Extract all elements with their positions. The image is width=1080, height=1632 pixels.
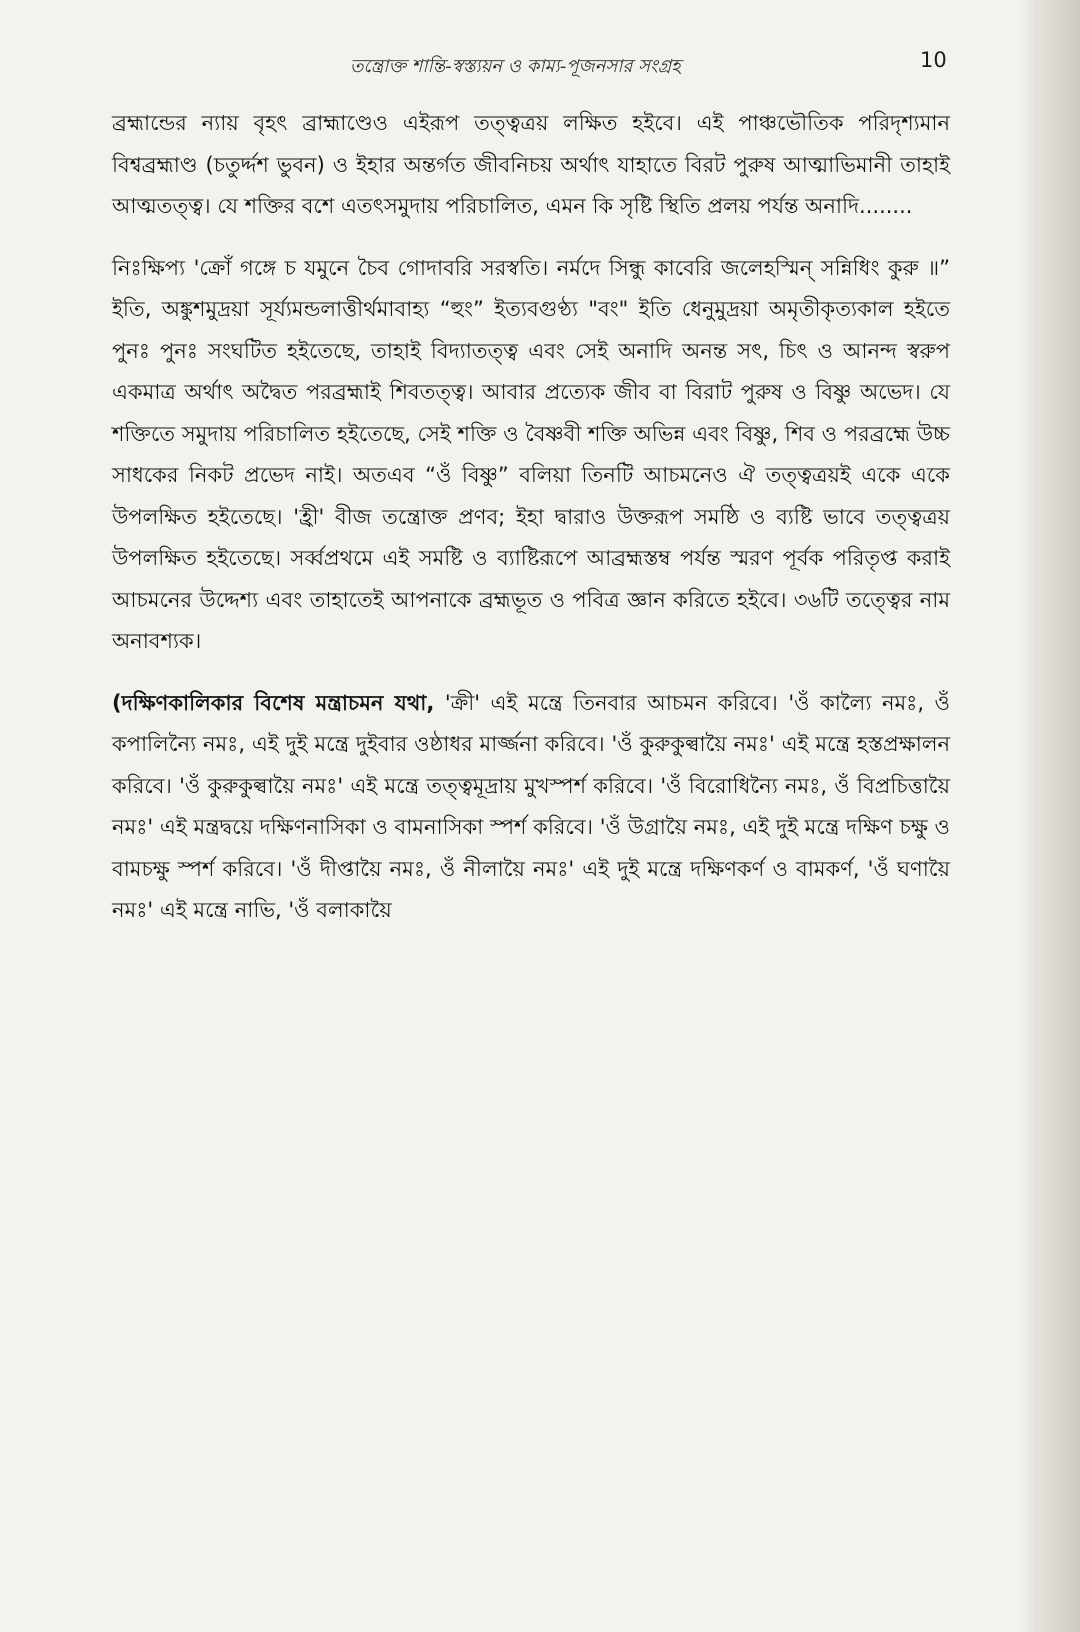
running-head: তন্ত্রোক্ত শান্তি-স্বস্ত্যয়ন ও কাম্য-পূজনসার সংগ্রহ: [350, 56, 681, 77]
paragraph-1: [112, 103, 950, 228]
paragraph-2: [112, 248, 950, 663]
paragraph-3: [112, 683, 950, 932]
paragraph-3-bold-lead: (দক্ষিণকালিকার বিশেষ মন্ত্রাচমন যথা,: [112, 690, 435, 715]
paragraph-2-text: নিঃক্ষিপ্য 'ক্রোঁ গঙ্গে চ যমুনে চৈব গোদাবরি সরস্বতি। নর্মদে সিন্ধু কাবেরি জলেহস্মিন্ সন্নিধিং কুরু ॥” ইতি, অঙ্কুশমুদ্রয়া সূর্য্যমন্ডলাত্তীর্থমাবাহ্য “হুং” ইত্যবগুণ্ঠ্য "বং" ইতি ধেনুমুদ্রয়া অমৃতীকৃত্যকাল হইতে পুনঃ পুনঃ সংঘটিত হইতেছে, তাহাই বিদ্যাতত্ত্ব এবং সেই অনাদি অনন্ত সৎ, চিৎ ও আনন্দ স্বরুপ একমাত্র অর্থাৎ অদ্বৈত পরব্রহ্মাই শিবতত্ত্ব। আবার প্রত্যেক জীব বা বিরাট পুরুষ ও বিষ্ণু অভেদ। যে শক্তিতে সমুদায় পরিচালিত হইতেছে, সেই শক্তি ও বৈষ্ণবী শক্তি অভিন্ন এবং বিষ্ণু, শিব ও পরব্রহ্মে উচ্চ সাধকের নিকট প্রভেদ নাই। অতএব “ওঁ বিষ্ণু” বলিয়া তিনটি আচমনেও ঐ তত্ত্বত্রয়ই একে একে উপলক্ষিত হইতেছে। 'হ্রী' বীজ তন্ত্রোক্ত প্রণব; ইহা দ্বারাও উক্তরূপ সমষ্ঠি ও ব্যষ্টি ভাবে তত্ত্বত্রয় উপলক্ষিত হইতেছে। সর্ব্বপ্রথমে এই সমষ্টি ও ব্যাষ্টিরূপে আব্রহ্মস্তম্ব পর্যন্ত স্মরণ পূর্বক পরিতৃপ্ত করাই আচমনের উদ্দেশ্য এবং তাহাতেই আপনাকে ব্রহ্মভূত ও পবিত্র জ্ঞান করিতে হইবে। ৩৬টি তত্ত্বের নাম অনাবশ্যক।: [112, 255, 950, 653]
page-body: [112, 103, 950, 932]
page-header: [0, 48, 1038, 84]
paragraph-3-text: 'ক্রী' এই মন্ত্রে তিনবার আচমন করিবে। 'ওঁ কাল্যৈ নমঃ, ওঁ কপালিন্যৈ নমঃ, এই দুই মন্ত্রে দুইবার ওষ্ঠাধর মার্জ্জনা করিবে। 'ওঁ কুরুকুল্বায়ৈ নমঃ' এই মন্ত্রে হস্তপ্রক্ষালন করিবে। 'ওঁ কুরুকুল্বায়ৈ নমঃ' এই মন্ত্রে তত্ত্বমূদ্রায় মুখস্পর্শ করিবে। 'ওঁ বিরোধিন্যৈ নমঃ, ওঁ বিপ্রচিত্তায়ৈ নমঃ' এই মন্ত্রদ্বয়ে দক্ষিণনাসিকা ও বামনাসিকা স্পর্শ করিবে। 'ওঁ উগ্রায়ৈ নমঃ, এই দুই মন্ত্রে দক্ষিণ চক্ষু ও বামচক্ষু স্পর্শ করিবে। 'ওঁ দীপ্তায়ৈ নমঃ, ওঁ নীলায়ৈ নমঃ' এই দুই মন্ত্রে দক্ষিণকর্ণ ও বামকর্ণ, 'ওঁ ঘণায়ৈ নমঃ' এই মন্ত্রে নাভি, 'ওঁ বলাকায়ৈ: [112, 690, 951, 922]
page-spine-shadow: [1038, 0, 1080, 1632]
paragraph-1-text: ব্রহ্মান্ডের ন্যায় বৃহৎ ব্রাহ্মাণ্ডেও এইরূপ তত্ত্বত্রয় লক্ষিত হইবে। এই পাঞ্চভৌতিক পরিদৃশ্যমান বিশ্বব্রহ্মাণ্ড (চতুর্দ্দশ ভুবন) ও ইহার অন্তর্গত জীবনিচয় অর্থাৎ যাহাতে বিরট পুরুষ আত্মাভিমানী তাহাই আত্মতত্ত্ব। যে শক্তির বশে এতৎসমুদায় পরিচালিত, এমন কি সৃষ্টি স্থিতি প্রলয় পর্যন্ত অনাদি........: [112, 111, 950, 218]
page-number: 10: [920, 48, 947, 72]
